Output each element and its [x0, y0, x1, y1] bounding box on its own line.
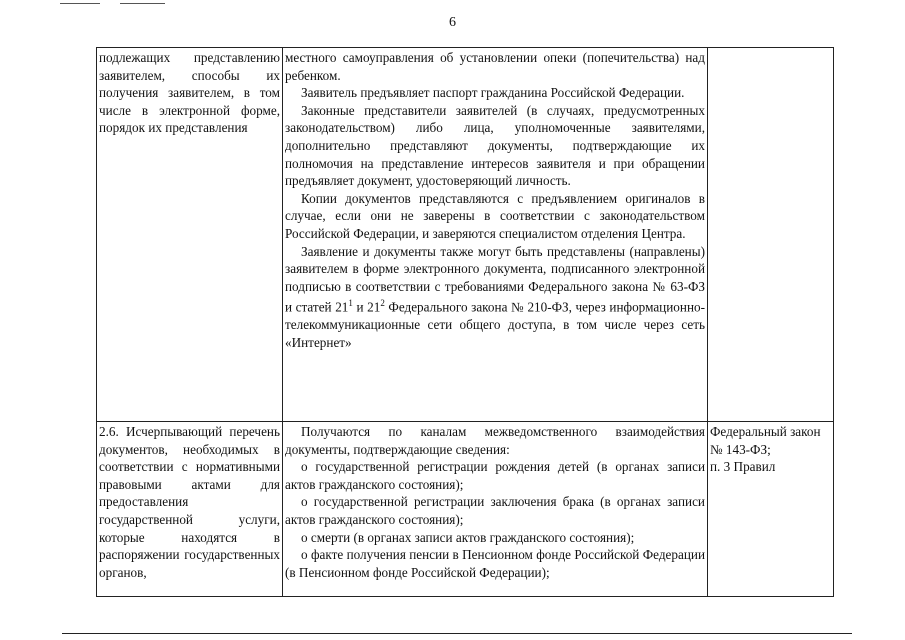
reference-cell: [708, 422, 834, 597]
paragraph: местного самоуправления об установлении опеки (попечительства) над ребенком.: [285, 50, 705, 83]
page-number: 6: [449, 15, 456, 30]
text-part: Заявление и документы также могут быть представлены (направлены) заявителем в форме электронного документа, подписанного электронной подписью в соответствии с требованиями Федерального закона № 63-ФЗ и статей 21: [285, 243, 705, 315]
top-rule: [60, 3, 100, 4]
paragraph: [285, 243, 705, 352]
text-part: и 21: [352, 299, 381, 315]
reference-cell: [708, 48, 834, 422]
paragraph: Законные представители заявителей (в случаях, предусмотренных законодательством) либо лица, уполномоченные заявителями, дополнительно представляют документы, подтверждающие их полномочия на представление интересов заявителя и при обращении предъявляет документ, удостоверяющий личность.: [285, 102, 705, 189]
table-row: [97, 48, 834, 422]
document-table: [96, 47, 834, 597]
superscript: 1: [348, 298, 353, 309]
rules-reference: п. 3 Правил: [710, 459, 776, 475]
paragraph: о смерти (в органах записи актов гражданского состояния);: [301, 529, 635, 545]
paragraph: о государственной регистрации рождения детей (в органах записи актов гражданского состояния);: [285, 459, 705, 492]
bottom-rule: [62, 633, 852, 634]
paragraph: Копии документов представляются с предъявлением оригиналов в случае, если они не заверены в соответствии с законодательством Российской Федерации, и заверяются специалистом отделения Центра.: [285, 190, 705, 241]
text-part: Федерального закона № 210-ФЗ, через информационно-телекоммуникационные сети общего доступа, в том числе через сеть «Интернет»: [285, 299, 705, 350]
paragraph: Заявитель предъявляет паспорт гражданина Российской Федерации.: [301, 85, 685, 101]
law-reference: Федеральный закон № 143-ФЗ;: [710, 424, 821, 457]
requirement-cell: [97, 422, 283, 597]
table-row: [97, 422, 834, 597]
cell-text: 2.6. Исчерпывающий перечень документов, необходимых в соответствии с нормативными правовыми актами для предоставления государственной услуги, которые находятся в распоряжении государственных органов,: [99, 424, 280, 580]
paragraph: Получаются по каналам межведомственного взаимодействия документы, подтверждающие сведения:: [285, 424, 705, 457]
requirement-cell: [97, 48, 283, 422]
paragraph: о государственной регистрации заключения брака (в органах записи актов гражданского состояния);: [285, 494, 705, 527]
superscript: 2: [380, 298, 385, 309]
content-cell: [283, 422, 708, 597]
paragraph: о факте получения пенсии в Пенсионном фонде Российской Федерации (в Пенсионном фонде Российской Федерации);: [285, 547, 705, 580]
top-rule: [120, 3, 165, 4]
cell-text: подлежащих представлению заявителем, способы их получения заявителем, в том числе в электронной форме, порядок их представления: [99, 50, 280, 136]
content-cell: [283, 48, 708, 422]
